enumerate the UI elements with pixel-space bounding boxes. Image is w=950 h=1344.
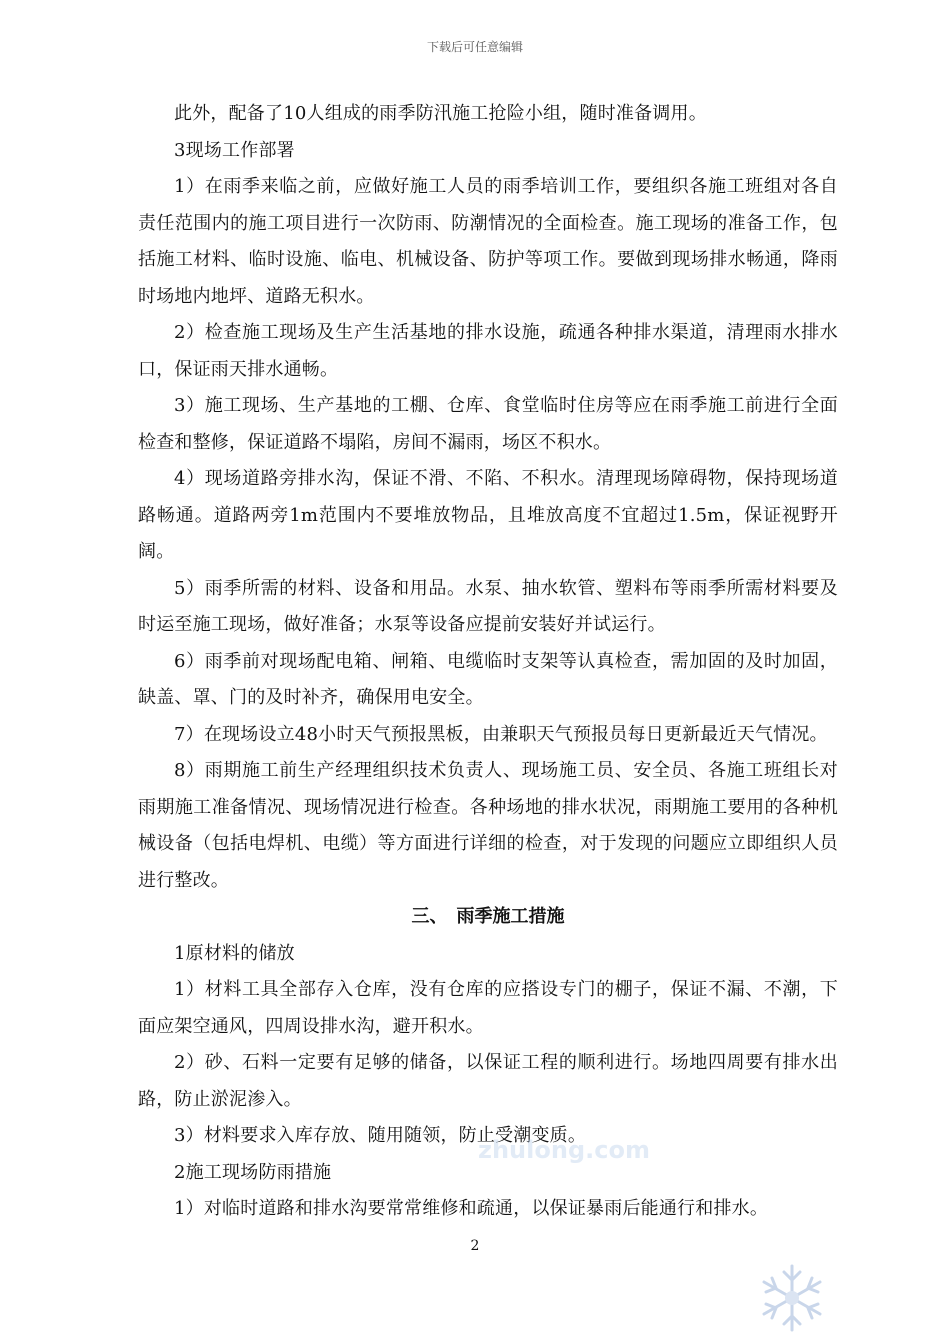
page-number: 2 bbox=[470, 1238, 480, 1254]
paragraph: 1）对临时道路和排水沟要常常维修和疏通，以保证暴雨后能通行和排水。 bbox=[174, 1198, 769, 1219]
paragraph: 8）雨期施工前生产经理组织技术负责人、现场施工员、安全员、各施工班组长对雨期施工准备情况、现场情况进行检查。各种场地的排水状况，雨期施工要用的各种机械设备（包括电焊机、电缆）等方面进行详细的检查，对于发现的问题应立即组织人员进行整改。 bbox=[138, 760, 838, 891]
snowflake-logo-icon bbox=[752, 1258, 832, 1338]
paragraph: 7）在现场设立48小时天气预报黑板，由兼职天气预报员每日更新最近天气情况。 bbox=[174, 723, 828, 745]
subsection-title: 1原材料的储放 bbox=[174, 942, 295, 964]
paragraph: 此外，配备了10人组成的雨季防汛施工抢险小组，随时准备调用。 bbox=[174, 103, 707, 124]
section-heading: 三、 雨季施工措施 bbox=[411, 906, 565, 927]
paragraph: 5）雨季所需的材料、设备和用品。水泵、抽水软管、塑料布等雨季所需材料要及时运至施工现场，做好准备；水泵等设备应提前安装好并试运行。 bbox=[138, 577, 838, 635]
paragraph: 4）现场道路旁排水沟，保证不滑、不陷、不积水。清理现场障碍物，保持现场道路畅通。道路两旁1m范围内不要堆放物品，且堆放高度不宜超过1.5m，保证视野开阔。 bbox=[138, 468, 838, 562]
paragraph: 1）在雨季来临之前，应做好施工人员的雨季培训工作，要组织各施工班组对各自责任范围内的施工项目进行一次防雨、防潮情况的全面检查。施工现场的准备工作，包括施工材料、临时设施、临电、机械设备、防护等项工作。要做到现场排水畅通，降雨时场地内地坪、道路无积水。 bbox=[138, 176, 838, 307]
paragraph: 1）材料工具全部存入仓库，没有仓库的应搭设专门的棚子，保证不漏、不潮，下面应架空通风，四周设排水沟，避开积水。 bbox=[138, 979, 838, 1037]
subsection-title: 3现场工作部署 bbox=[174, 139, 295, 161]
paragraph: 6）雨季前对现场配电箱、闸箱、电缆临时支架等认真检查，需加固的及时加固，缺盖、罩、门的及时补齐，确保用电安全。 bbox=[138, 650, 838, 708]
watermark: zhulong.com bbox=[478, 1136, 650, 1164]
paragraph: 3）施工现场、生产基地的工棚、仓库、食堂临时住房等应在雨季施工前进行全面检查和整修，保证道路不塌陷，房间不漏雨，场区不积水。 bbox=[138, 395, 838, 453]
document-body bbox=[138, 96, 838, 1228]
paragraph: 2）检查施工现场及生产生活基地的排水设施，疏通各种排水渠道，清理雨水排水口，保证雨天排水通畅。 bbox=[138, 322, 838, 380]
header-note: 下载后可任意编辑 bbox=[426, 40, 523, 54]
subsection-title: 2施工现场防雨措施 bbox=[174, 1161, 332, 1183]
paragraph: 3）材料要求入库存放、随用随领，防止受潮变质。 bbox=[174, 1125, 587, 1146]
paragraph: 2）砂、石料一定要有足够的储备，以保证工程的顺利进行。场地四周要有排水出路，防止淤泥渗入。 bbox=[138, 1052, 838, 1110]
